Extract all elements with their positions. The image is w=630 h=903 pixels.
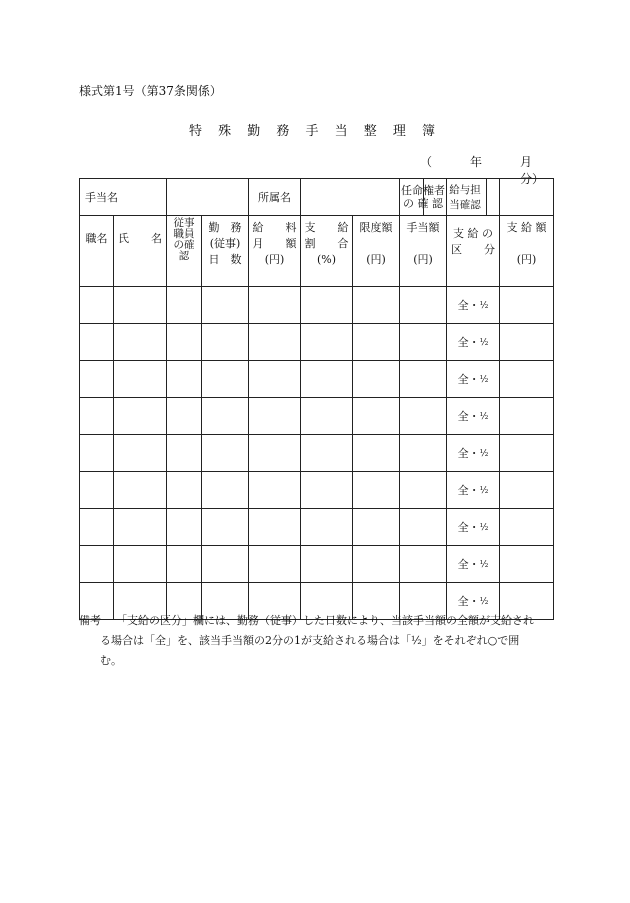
table-cell[interactable] [400, 398, 447, 435]
table-cell[interactable] [500, 324, 554, 361]
division-fraction: ½ [479, 523, 489, 533]
table-cell[interactable] [249, 472, 301, 509]
col-salary-l1: 給 料 [252, 221, 297, 234]
division-fraction: ½ [479, 486, 489, 496]
table-cell[interactable] [167, 287, 202, 324]
table-cell[interactable] [353, 287, 400, 324]
col-payment-l2: (円) [516, 253, 537, 266]
col-payment-l1: 支 給 額 [506, 221, 547, 234]
col-days-l1: 勤 務 [208, 221, 242, 234]
table-cell[interactable] [500, 361, 554, 398]
table-cell[interactable] [114, 435, 167, 472]
payroll-confirm-value[interactable] [500, 179, 554, 216]
date-open: （ [420, 155, 433, 169]
table-cell[interactable] [249, 546, 301, 583]
table-cell[interactable] [400, 435, 447, 472]
division-fraction: ½ [479, 560, 489, 570]
allowance-name-value[interactable] [167, 179, 249, 216]
table-cell[interactable] [202, 361, 249, 398]
table-cell[interactable] [167, 509, 202, 546]
col-days-l2: (従事) [209, 237, 241, 250]
table-cell[interactable] [400, 472, 447, 509]
table-cell[interactable] [167, 361, 202, 398]
division-value: 全・ [457, 521, 480, 534]
table-row [80, 287, 554, 324]
remarks-line3: む。 [100, 654, 122, 667]
table-row [80, 435, 554, 472]
table-cell[interactable] [400, 287, 447, 324]
table-cell[interactable] [80, 435, 114, 472]
table-cell[interactable] [353, 435, 400, 472]
table-cell[interactable] [249, 398, 301, 435]
allowance-name-cell [80, 179, 167, 216]
table-cell[interactable] [301, 546, 353, 583]
col-payment [500, 216, 554, 287]
remarks-line2: る場合は「全」を、該当手当額の2分の1が支給される場合は「½」をそれぞれ○で囲 [100, 634, 520, 647]
col-salary-l3: (円) [264, 253, 285, 266]
table-cell[interactable] [353, 546, 400, 583]
allowance-table [79, 178, 554, 620]
table-cell[interactable] [114, 546, 167, 583]
table-cell[interactable] [80, 546, 114, 583]
payroll-confirm-line1: 給与担 [449, 184, 481, 196]
division-fraction: ½ [479, 597, 489, 607]
page-title: 特 殊 勤 務 手 当 整 理 簿 [188, 124, 442, 139]
table-cell[interactable] [80, 509, 114, 546]
table-cell[interactable] [500, 472, 554, 509]
table-cell[interactable] [353, 509, 400, 546]
division-value: 全・ [457, 447, 480, 460]
col-allowance-l2: (円) [413, 253, 433, 266]
table-cell[interactable] [500, 435, 554, 472]
col-staff-confirm-l4: 認 [178, 250, 190, 262]
table-cell[interactable] [249, 361, 301, 398]
col-staff-confirm [167, 216, 202, 287]
col-salary-l2: 月 額 [252, 237, 297, 250]
table-cell[interactable] [202, 435, 249, 472]
division-value: 全・ [457, 558, 480, 571]
division-fraction: ½ [479, 412, 489, 422]
division-value: 全・ [457, 336, 480, 349]
division-cell[interactable] [447, 435, 500, 472]
table-cell[interactable] [301, 472, 353, 509]
table-cell[interactable] [500, 509, 554, 546]
division-fraction: ½ [479, 449, 489, 459]
table-cell[interactable] [80, 398, 114, 435]
table-cell[interactable] [114, 287, 167, 324]
table-cell[interactable] [500, 287, 554, 324]
col-days-l3: 日 数 [208, 253, 242, 266]
division-value: 全・ [457, 299, 480, 312]
division-fraction: ½ [479, 338, 489, 348]
table-cell[interactable] [400, 361, 447, 398]
table-row [80, 472, 554, 509]
col-staff-confirm-l2: 職員 [173, 228, 195, 240]
col-division [447, 216, 500, 287]
col-division-l2: 区 分 [451, 243, 495, 256]
table-cell[interactable] [301, 287, 353, 324]
payroll-confirm-line2: 当確認 [449, 199, 481, 211]
dept-label: 所属名 [258, 191, 291, 204]
table-cell[interactable] [400, 509, 447, 546]
table-cell[interactable] [80, 324, 114, 361]
table-cell[interactable] [80, 361, 114, 398]
table-cell[interactable] [202, 546, 249, 583]
division-cell[interactable] [447, 361, 500, 398]
table-cell[interactable] [114, 361, 167, 398]
date-month: 月分） [520, 155, 545, 186]
table-cell[interactable] [202, 509, 249, 546]
column-header-row [80, 216, 554, 287]
col-name: 氏 名 [114, 216, 167, 287]
appointer-confirm-line1: 任命権者 [401, 184, 445, 197]
table-cell[interactable] [301, 324, 353, 361]
col-days [202, 216, 249, 287]
col-title: 職名 [80, 216, 114, 287]
table-cell[interactable] [114, 398, 167, 435]
table-cell[interactable] [400, 546, 447, 583]
division-fraction: ½ [479, 375, 489, 385]
table-row [80, 546, 554, 583]
table-cell[interactable] [301, 509, 353, 546]
col-limit [353, 216, 400, 287]
table-cell[interactable] [80, 287, 114, 324]
table-cell[interactable] [353, 361, 400, 398]
col-rate [301, 216, 353, 287]
division-cell[interactable] [447, 472, 500, 509]
table-cell[interactable] [249, 509, 301, 546]
table-row [80, 324, 554, 361]
appointer-confirm-value[interactable] [447, 179, 500, 216]
division-cell[interactable] [447, 546, 500, 583]
table-cell[interactable] [167, 472, 202, 509]
data-rows [80, 287, 554, 620]
division-value: 全・ [457, 373, 480, 386]
col-limit-l2: (円) [366, 253, 386, 266]
date-year: 年 [470, 155, 483, 169]
table-cell[interactable] [114, 509, 167, 546]
table-cell[interactable] [202, 324, 249, 361]
header-row [80, 179, 554, 216]
table-cell[interactable] [80, 472, 114, 509]
table-cell[interactable] [301, 361, 353, 398]
division-value: 全・ [457, 595, 480, 608]
col-rate-l3: (%) [316, 253, 337, 266]
table-cell[interactable] [114, 324, 167, 361]
remarks [79, 611, 553, 671]
col-allowance-l1: 手当額 [406, 221, 440, 234]
table-cell[interactable] [114, 472, 167, 509]
col-rate-l2: 割 合 [304, 237, 349, 250]
division-fraction: ½ [479, 301, 489, 311]
col-rate-l1: 支 給 [304, 221, 349, 234]
table-cell[interactable] [353, 472, 400, 509]
remarks-line1: 「支給の区分」欄には、勤務（従事）した日数により、当該手当額の全額が支給され [116, 614, 534, 627]
remarks-label: 備考 [79, 614, 101, 627]
division-value: 全・ [457, 410, 480, 423]
table-cell[interactable] [202, 287, 249, 324]
table-cell[interactable] [353, 324, 400, 361]
col-division-l1: 支 給 の [453, 227, 493, 240]
table-row [80, 509, 554, 546]
dept-label-cell [249, 179, 301, 216]
table-cell[interactable] [167, 435, 202, 472]
table-cell[interactable] [249, 324, 301, 361]
table-cell[interactable] [301, 435, 353, 472]
form-number: 様式第1号（第37条関係） [79, 84, 222, 98]
division-cell[interactable] [447, 324, 500, 361]
dept-value[interactable] [301, 179, 400, 216]
table-cell[interactable] [167, 398, 202, 435]
table-cell[interactable] [249, 287, 301, 324]
col-limit-l1: 限度額 [359, 221, 393, 234]
table-cell[interactable] [500, 398, 554, 435]
table-cell[interactable] [202, 398, 249, 435]
table-cell[interactable] [167, 324, 202, 361]
table-cell[interactable] [301, 398, 353, 435]
table-cell[interactable] [500, 546, 554, 583]
division-cell[interactable] [447, 398, 500, 435]
division-cell[interactable] [447, 509, 500, 546]
col-staff-confirm-l3: の確 [173, 239, 195, 251]
payroll-confirm-label [445, 183, 485, 213]
division-cell[interactable] [447, 287, 500, 324]
col-allowance [400, 216, 447, 287]
table-cell[interactable] [202, 472, 249, 509]
table-cell[interactable] [167, 546, 202, 583]
division-value: 全・ [457, 484, 480, 497]
appointer-confirm-line2: の 確 認 [403, 197, 443, 210]
table-row [80, 361, 554, 398]
allowance-name-label: 手当名 [85, 191, 118, 204]
table-cell[interactable] [353, 398, 400, 435]
table-cell[interactable] [400, 324, 447, 361]
col-staff-confirm-l1: 従事 [173, 217, 195, 229]
table-cell[interactable] [249, 435, 301, 472]
col-salary [249, 216, 301, 287]
table-row [80, 398, 554, 435]
